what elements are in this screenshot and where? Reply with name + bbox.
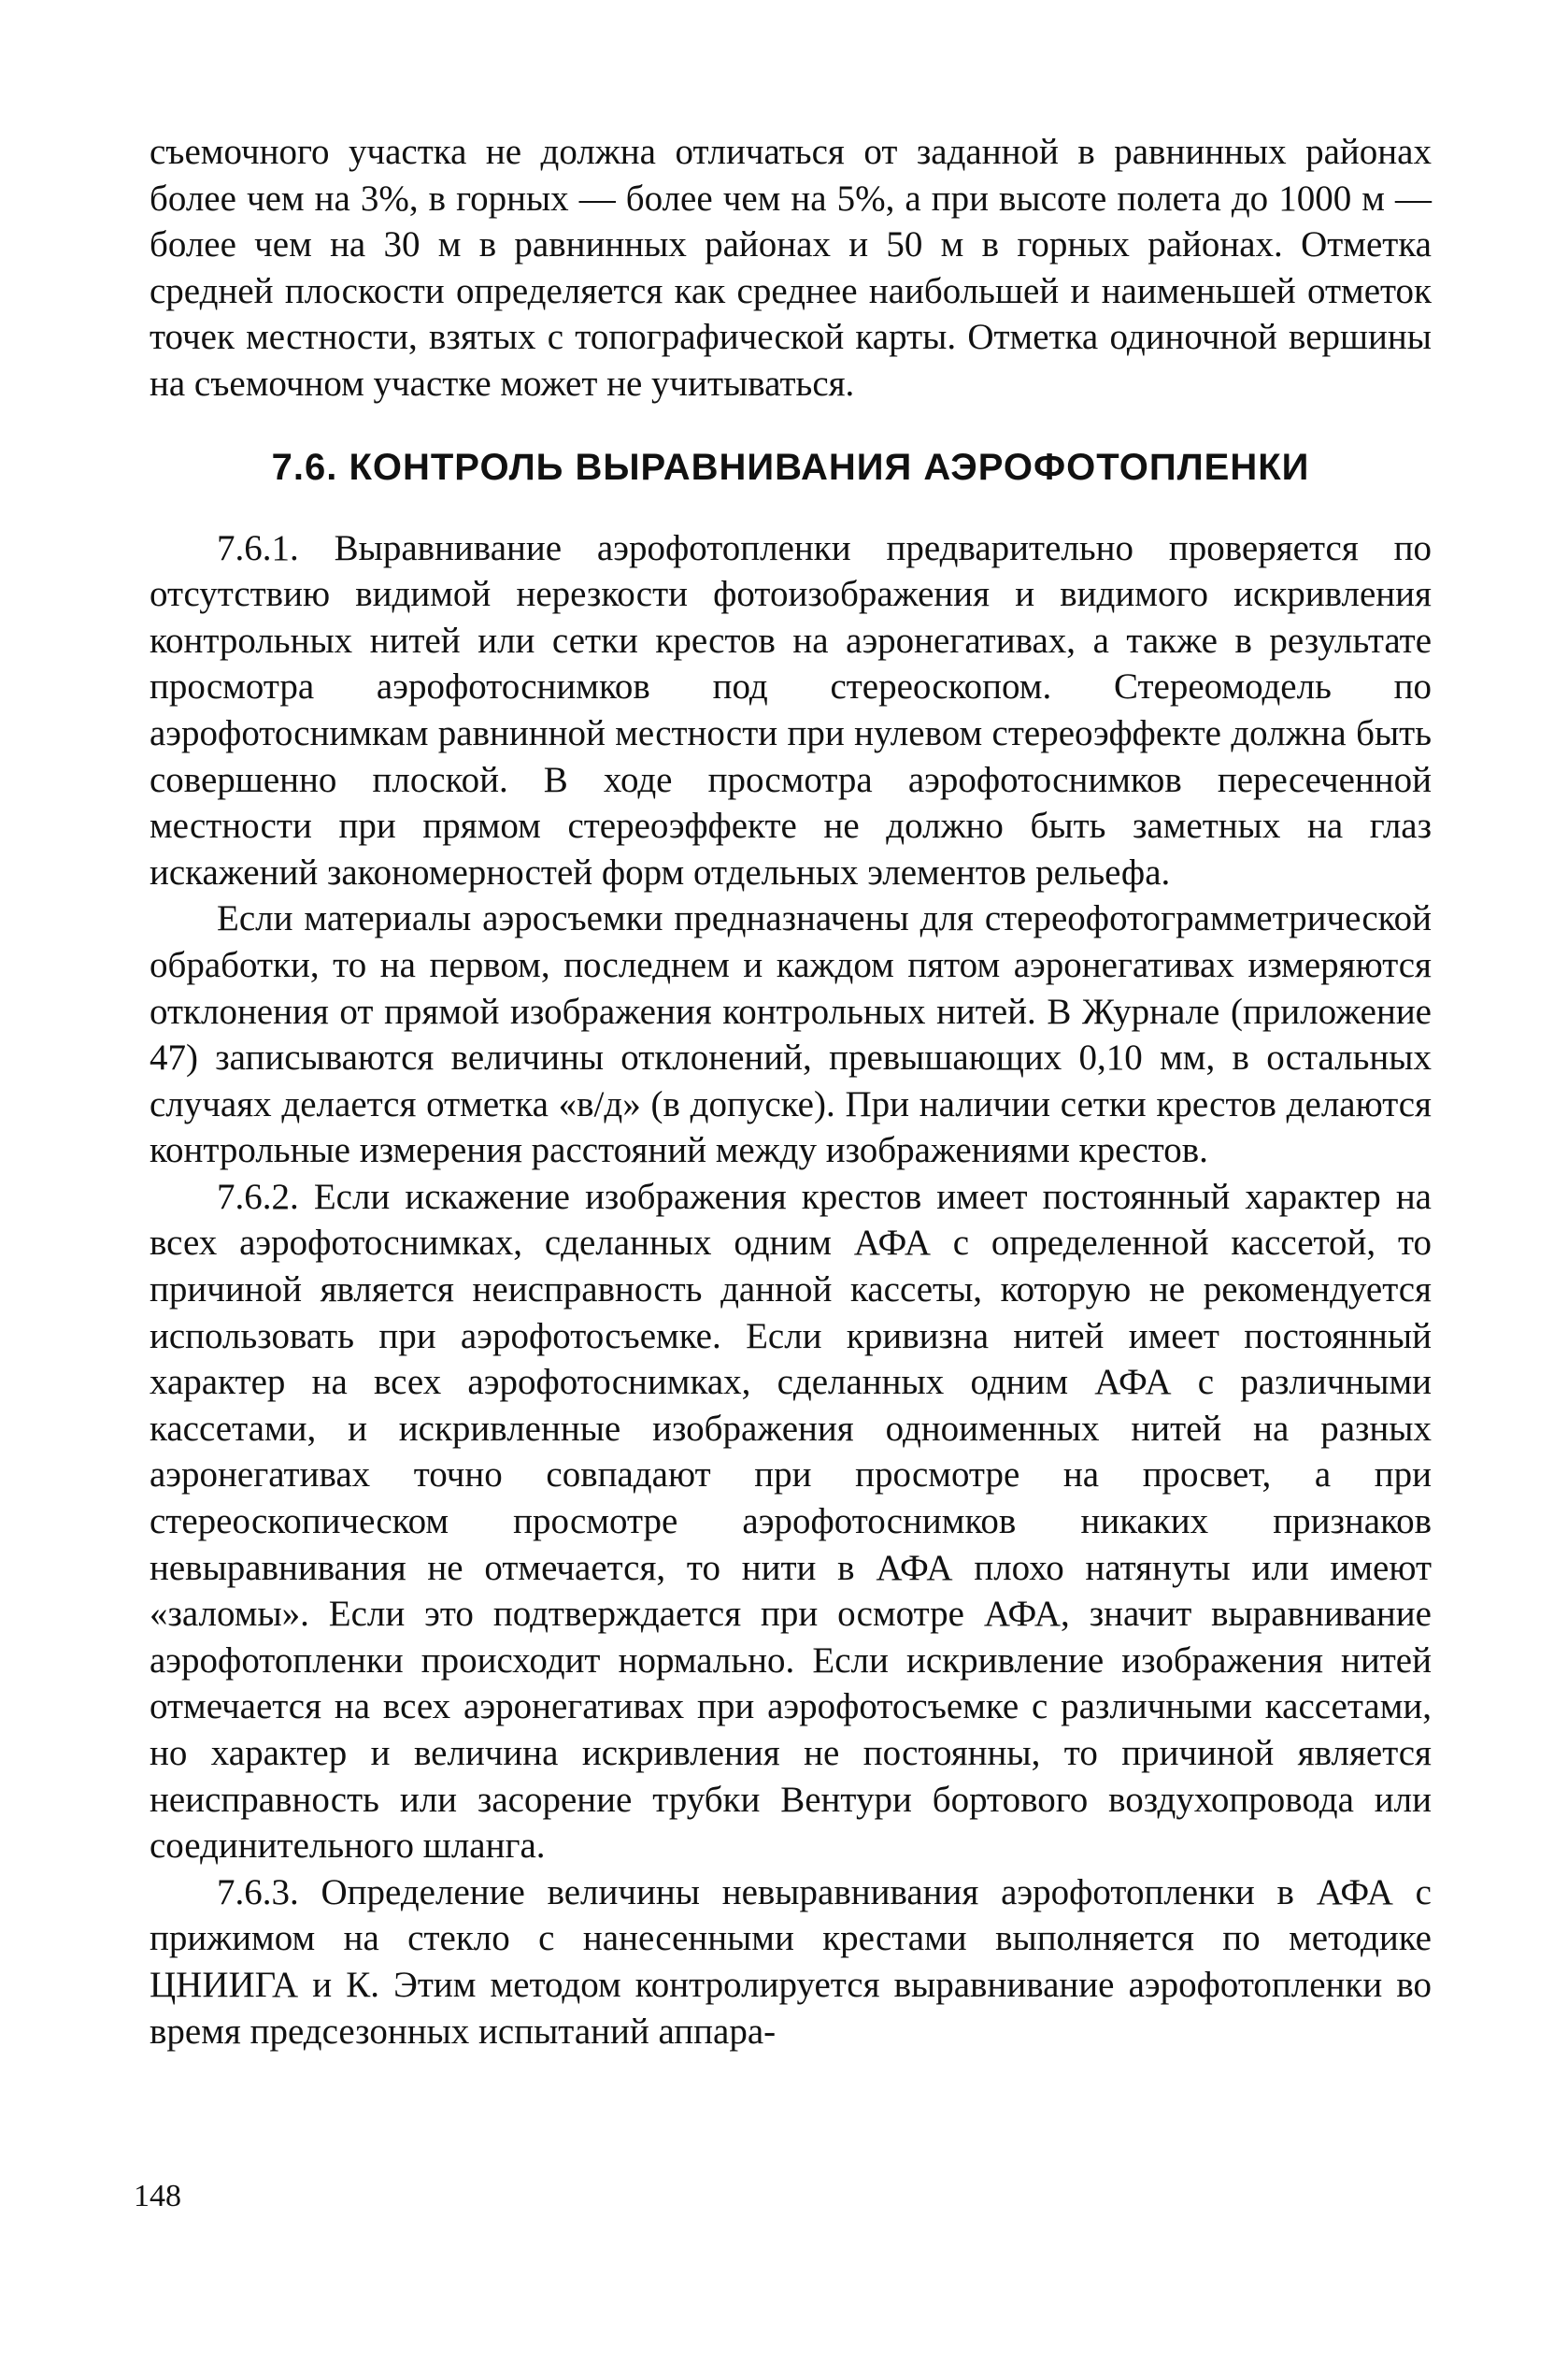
page-number: 148 <box>134 2179 181 2213</box>
paragraph-stereo-processing: Если материалы аэросъемки предназначены для стереофотограмметрической обработки, то на первом, последнем и каждом пятом аэронегативах измеряются отклонения от прямой изображения контрольных нитей. В Журнале (приложение 47) записываются величины отклонений, превышающих 0,10 мм, в остальных случаях делается отметка «в/д» (в допуске). При наличии сетки крестов делаются контрольные измерения расстояний между изображениями крестов. <box>150 898 1432 1171</box>
intro-paragraph: съемочного участка не должна отличаться от заданной в равнинных районах более чем на 3%, в горных — более чем на 5%, а при высоте полета до 1000 м — более чем на 30 м в равнинных районах и 50 м в горных районах. Отметка средней плоскости определяется как среднее наибольшей и наименьшей отметок точек местности, взятых с топографической карты. Отметка одиночной вершины на съемочном участке может не учитываться. <box>150 132 1432 404</box>
paragraph-7-6-2: 7.6.2. Если искажение изображения крестов имеет постоянный характер на всех аэрофотоснимках, сделанных одним АФА с определенной кассетой, то причиной является неисправность данной кассеты, которую не рекомендуется использовать при аэрофотосъемке. Если кривизна нитей имеет постоянный характер на всех аэрофотоснимках, сделанных одним АФА с различными кассетами, и искривленные изображения одноименных нитей на разных аэронегативах точно совпадают при просмотре на просвет, а при стереоскопическом просмотре аэрофотоснимков никаких признаков невыравнивания не отмечается, то нити в АФА плохо натянуты или имеют «заломы». Если это подтверждается при осмотре АФА, значит выравнивание аэрофотопленки происходит нормально. Если искривление изображения нитей отмечается на всех аэронегативах при аэрофотосъемке с различными кассетами, но характер и величина искривления не постоянны, то причиной является неисправность или засорение трубки Вентури бортового воздухопровода или соединительного шланга. <box>150 1176 1432 1867</box>
paragraph-7-6-3: 7.6.3. Определение величины невыравнивания аэрофотопленки в АФА с прижимом на стекло с нанесенными крестами выполняется по методике ЦНИИГА и К. Этим методом контролируется выравнивание аэрофотопленки во время предсезонных испытаний аппара- <box>150 1871 1432 2052</box>
section-heading: 7.6. КОНТРОЛЬ ВЫРАВНИВАНИЯ АЭРОФОТОПЛЕНКИ <box>271 446 1310 488</box>
paragraph-7-6-1: 7.6.1. Выравнивание аэрофотопленки предварительно проверяется по отсутствию видимой нерезкости фотоизображения и видимого искривления контрольных нитей или сетки крестов на аэронегативах, а также в результате просмотра аэрофотоснимков под стереоскопом. Стереомодель по аэрофотоснимкам равнинной местности при нулевом стереоэффекте должна быть совершенно плоской. В ходе просмотра аэрофотоснимков пересеченной местности при прямом стереоэффекте не должно быть заметных на глаз искажений закономерностей форм отдельных элементов рельефа. <box>150 527 1432 893</box>
document-page <box>150 129 1432 2054</box>
